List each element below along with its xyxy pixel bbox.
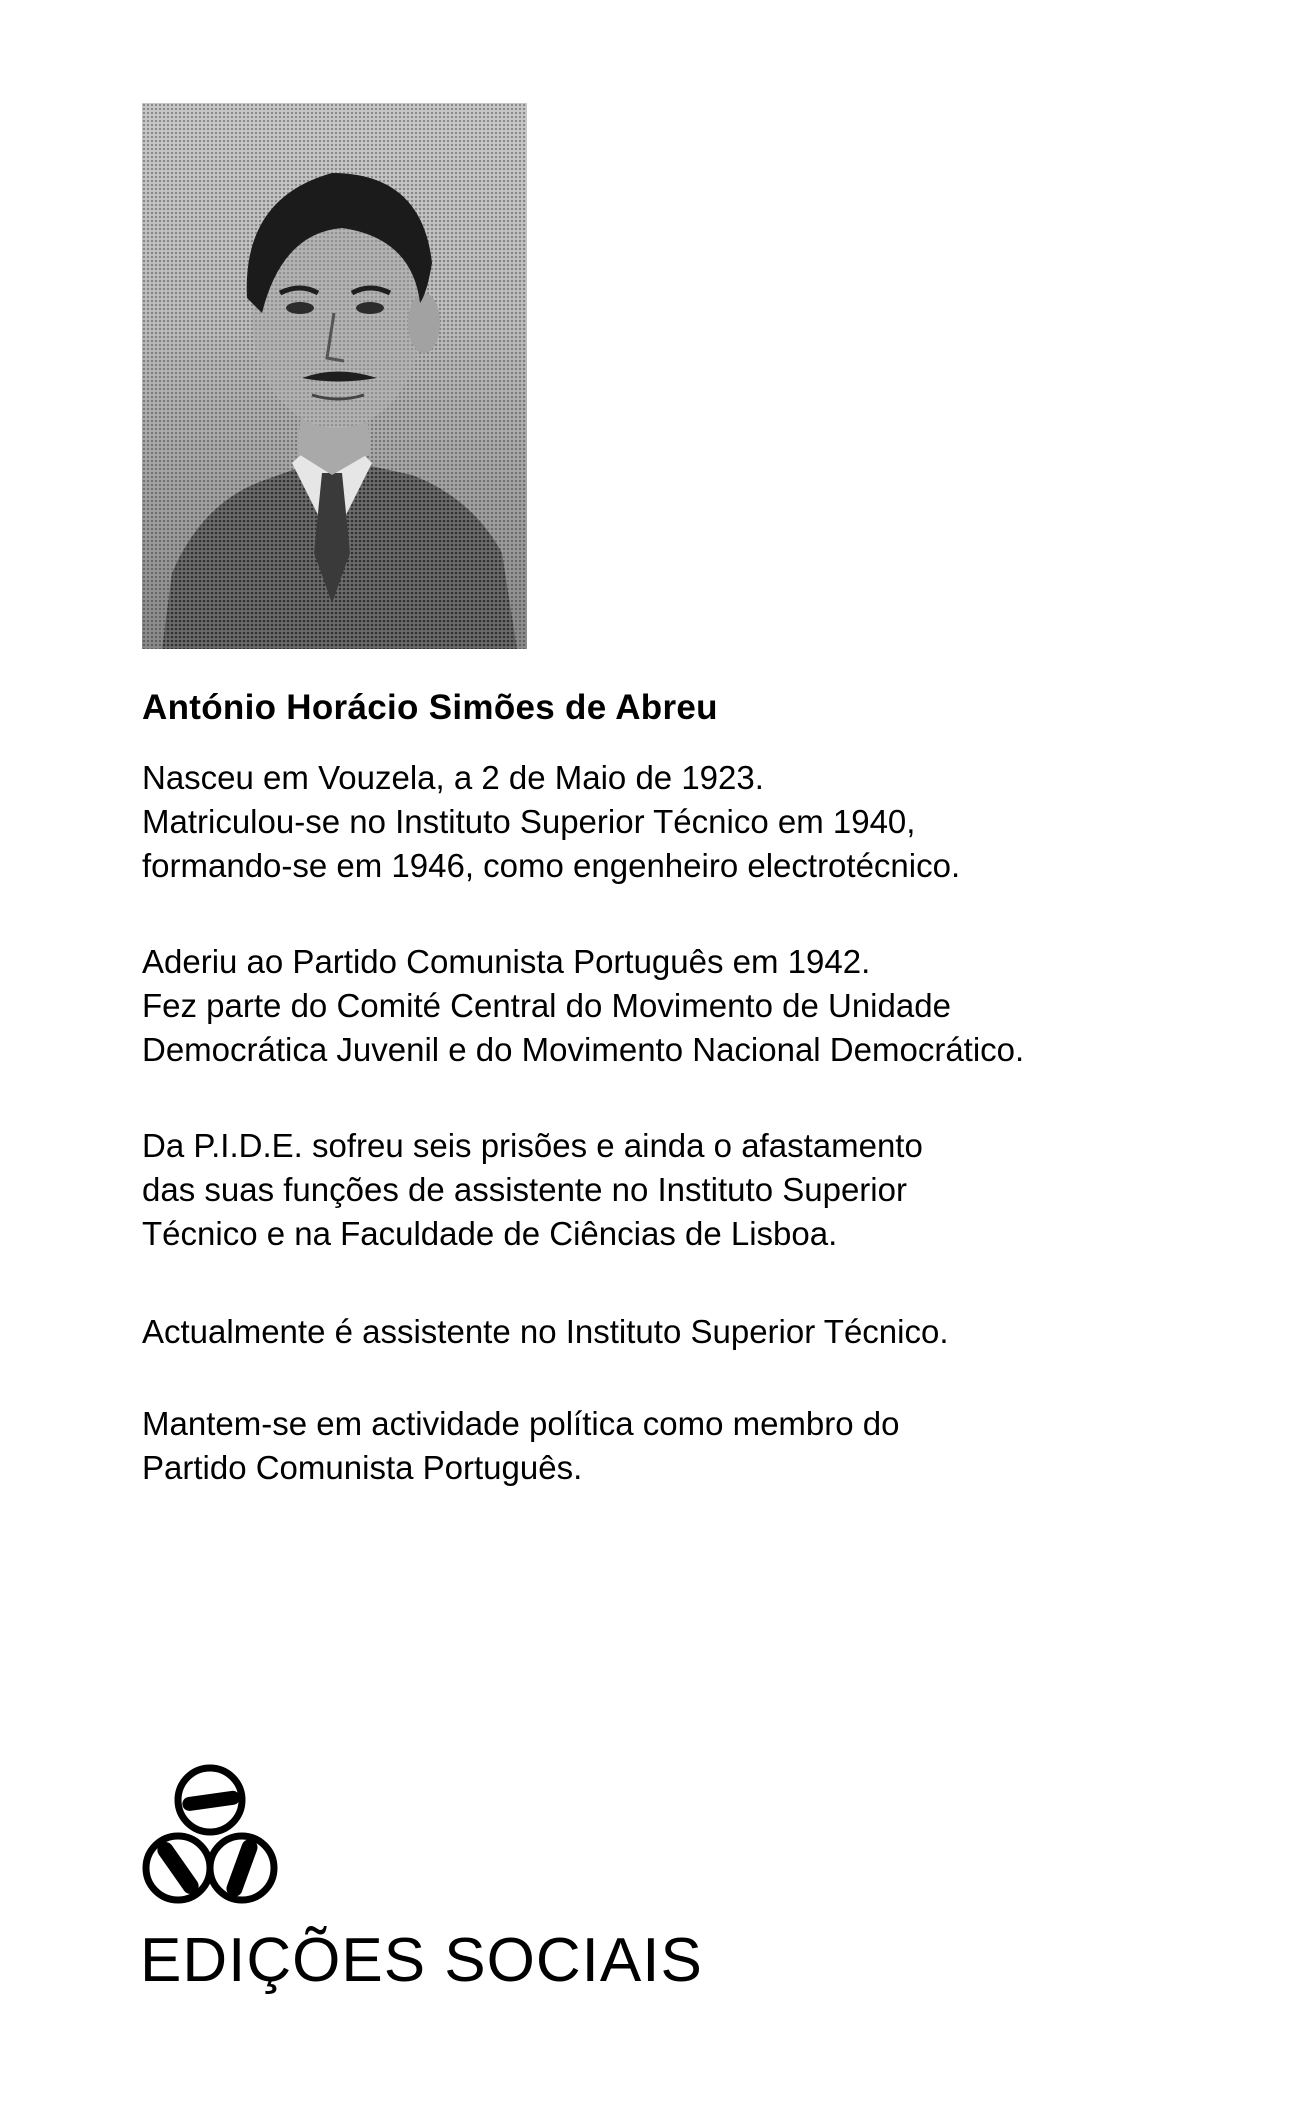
portrait-figure bbox=[142, 103, 527, 649]
bio-line: Actualmente é assistente no Instituto Superior Técnico. bbox=[142, 1313, 949, 1350]
bio-line: das suas funções de assistente no Instituto Superior bbox=[142, 1171, 907, 1208]
bio-line: Matriculou-se no Instituto Superior Técnico em 1940, bbox=[142, 803, 916, 840]
bio-line: Partido Comunista Português. bbox=[142, 1449, 583, 1486]
person-name-heading: António Horácio Simões de Abreu bbox=[142, 688, 718, 727]
publisher-logo-icon bbox=[140, 1760, 280, 1912]
bio-line: Técnico e na Faculdade de Ciências de Lisboa. bbox=[142, 1215, 838, 1252]
bio-line: formando-se em 1946, como engenheiro electrotécnico. bbox=[142, 847, 961, 884]
publisher-name: EDIÇÕES SOCIAIS bbox=[140, 1926, 703, 1995]
portrait-photo bbox=[142, 103, 527, 649]
bio-line: Democrática Juvenil e do Movimento Nacional Democrático. bbox=[142, 1031, 1025, 1068]
bio-line: Da P.I.D.E. sofreu seis prisões e ainda o afastamento bbox=[142, 1127, 923, 1164]
bio-line: Aderiu ao Partido Comunista Português em 1942. bbox=[142, 943, 871, 980]
bio-line: Nasceu em Vouzela, a 2 de Maio de 1923. bbox=[142, 759, 764, 796]
bio-line: Mantem-se em actividade política como membro do bbox=[142, 1405, 900, 1442]
bio-line: Fez parte do Comité Central do Movimento de Unidade bbox=[142, 987, 951, 1024]
